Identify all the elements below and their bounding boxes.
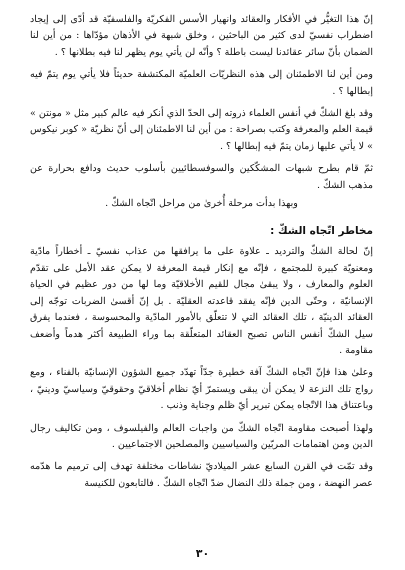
paragraph-8: وقد تمّت في القرن السابع عشر الميلاديّ نشاطات مختلفة تهدف إلى ترميم ما هدّمه عصر النهضة ، ومن جملة ذلك النضال ضدّ اتّجاه الشكّ . فالتابعون للكنيسة [30,461,373,489]
paragraph-5: إنّ لحالة الشكّ والترديد ـ علاوة على ما يرافقها من عذاب نفسيّ ـ أخطاراً مادّية ومعنويّة كبيرة للمجتمع ، فإنّه مع إنكار قيمة المعرفة لا يمكن عقد الأمل على تقدّم العلوم والمعارف ، ولا يبقىٰ مجال للقيم الأخلاقيّة وما لها من دور عظيم في الحياة الإنسانيّة ، وحتّى الدين فإنّه يفقد قاعدته العقليّة . بل إنّ أقسىٰ الضربات توجّه إلى العقائد الدينيّة ، تلك العقائد التي لا تتعلّق بالأمور المادّية والمحسوسة ، فعندما يفرق سيل الشكّ أنفس الناس تصبح العقائد المتعلّقة بما وراء الطبيعة أكثر هدماً وأضعف مقاومة . [30,246,373,356]
paragraph-7: ولهذا أصبحت مقاومة اتّجاه الشكّ من واجبات العالم والفيلسوف ، ومن تكاليف رجال الدين ومن اهتمامات المربّين والسياسيين والمصلحين الاجتماعيين . [30,422,373,450]
paragraph-2: ومن أين لنا الاطمئنان إلى هذه النظريّات العلميّة المكتشفة حديثاً فلا يأتي يوم يتمّ فيه إبطالها ؟ . [30,69,373,97]
paragraph-1: إنّ هذا التغيُّر في الأفكار والعقائد وانهيار الأسس الفكريّة والفلسفيّة قد أدّى إلى إيجاد اضطراب نفسيّ لدى كثير من الباحثين ، وخلق شبهة في الأذهان مؤدّاها : من أين لنا الضمان بأنّ سائر عقائدنا ليست باطلة ؟ وأنّه لن يأتي يوم يظهر لنا فيه بطلانها ؟ . [30,14,373,58]
paragraph-4: ثمّ قام بطرح شبهات المشكّكين والسوفسطائيين بأسلوب حديث ودافع بحرارة عن مذهب الشكّ . [30,163,373,191]
section-heading: مخاطر اتّجاه الشكّ : [270,225,373,238]
paragraph-3: وقد بلغ الشكّ في أنفس العلماء ذروته إلى الحدّ الذي أنكر فيه عالم كبير مثل « مونتن » قيمة العلم والمعرفة وكتب بصراحة : من أين لنا الاطمئنان إلى أنّ نظريّة « كوبر نيكوس » لا يأتي عليها زمان يتمّ فيه إبطالها ؟ . [30,108,373,152]
paragraph-6: وعلىٰ هذا فإنّ اتّجاه الشكّ آفة خطيرة جدّاً تهدّد جميع الشؤون الإنسانيّة بالفناء ، ومع رواج تلك النزعة لا يمكن أن يبقى ويستمرّ أيّ نظام أخلاقيّ وحقوقيّ وسياسيّ ودينيّ ، وباعتناق هذا الاتّجاه يمكن تبرير أيّ ظلم وجناية وذنب . [30,367,373,412]
page-number: ٣٠ [195,547,210,560]
centered-line: وبهذا بدأت مرحلة أُخرىٰ من مراحل اتّجاه الشكّ . [105,198,298,210]
